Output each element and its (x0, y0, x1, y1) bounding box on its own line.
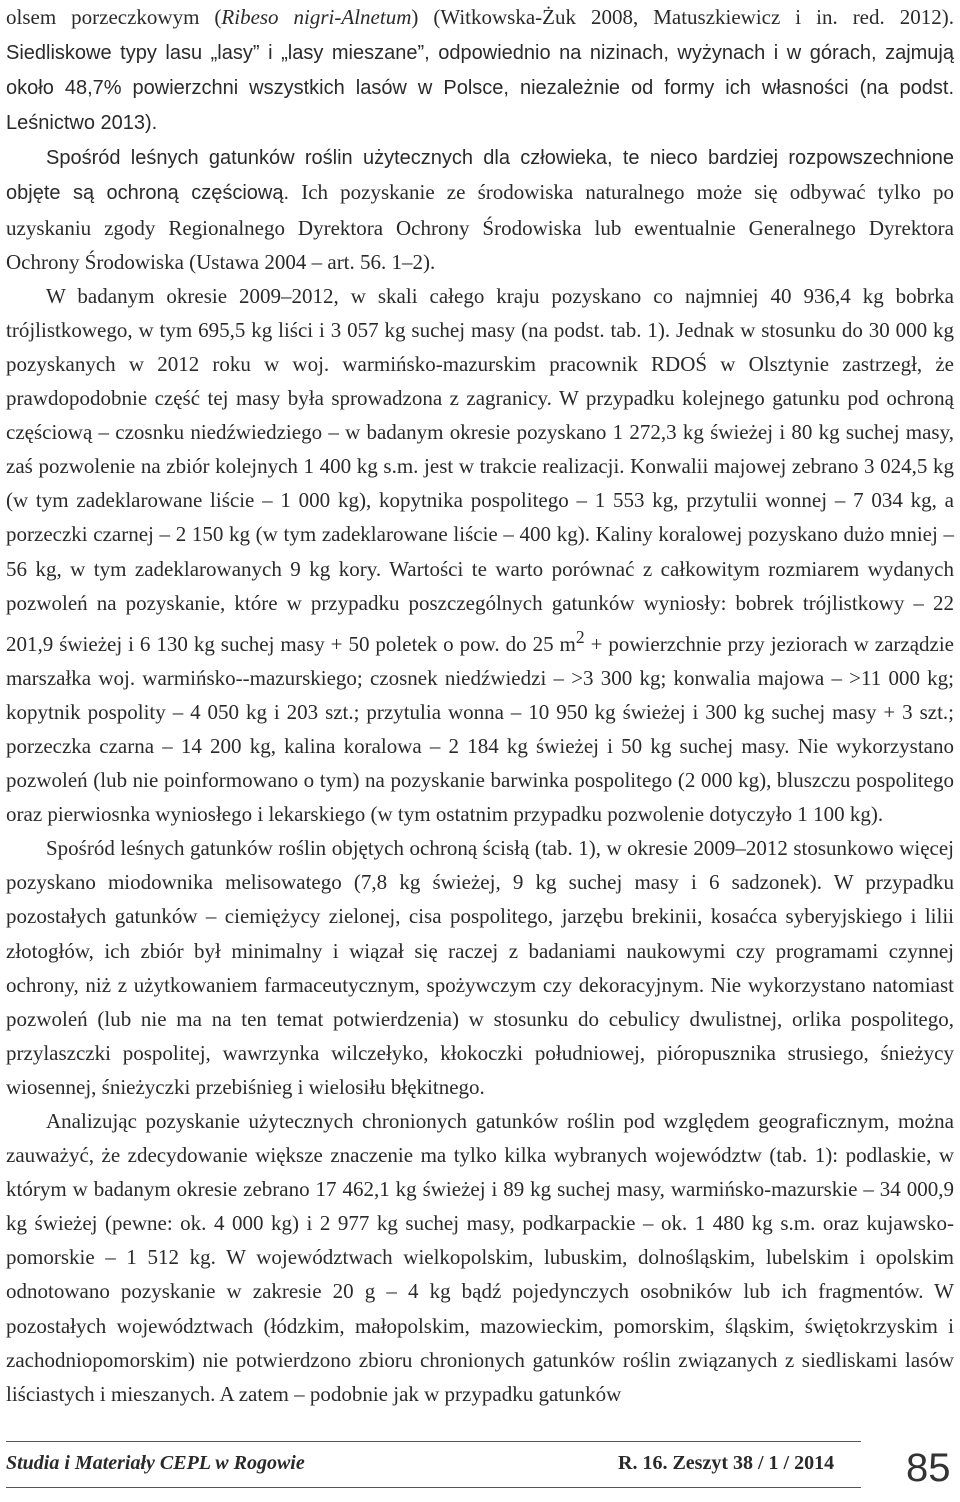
paragraph-2 (6, 140, 954, 278)
text-run: W badanym okresie 2009–2012, w skali całego kraju pozyskano co najmniej 40 936,4 kg bobrka trójlistkowego, w tym 695,5 kg liści i 3 057 kg suchej masy (na podst. tab. 1). Jednak w stosunku do 30 000 kg pozyskanych w 2012 roku w woj. warmińsko-mazurskim pracownik RDOŚ w Olsztynie zastrzegł, że prawdopodobnie część tej masy była sprowadzona z zagranicy. W przypadku kolejnego gatunku pod ochroną częściową – czosnku niedźwiedziego – w badanym okresie pozyskano 1 272,3 kg świeżej i 80 kg suchej masy, zaś pozwolenie na zbiór kolejnych 1 400 kg s.m. jest w trakcie realizacji. Konwalii majowej zebrano 3 024,5 kg (w tym zadeklarowane liście – 1 000 kg), kopytnika pospolitego – 1 553 kg, przytulii wonnej – 7 034 kg, a porzeczki czarnej – 2 150 kg (w tym zadeklarowane liście – 400 kg). Kaliny koralowej pozyskano dużo mniej – 56 kg, w tym zadeklarowanych 9 kg kory. Wartości te warto porównać z całkowitym rozmiarem wydanych pozwoleń na pozyskanie, które w przypadku poszczególnych gatunków wyniosły: bobrek trójlistkowy – 22 201,9 świeżej i 6 130 kg suchej masy + 50 poletek o pow. do 25 m (6, 283, 954, 656)
paragraph-3 (6, 279, 954, 832)
text-run: + powierzchnie przy jeziorach w zarządzie marszałka woj. warmińsko--mazurskiego; czosnek niedźwiedzi – >3 300 kg; konwalia majowa – >11 000 kg; kopytnik pospolity – 4 050 kg i 203 szt.; przytulia wonna – 10 950 kg świeżej i 300 kg suchej masy + 3 szt.; porzeczka czarna – 14 200 kg, kalina koralowa – 2 184 kg świeżej i 50 kg suchej masy. Nie wykorzystano pozwoleń (lub nie poinformowano o tym) na pozyskanie barwinka pospolitego (2 000 kg), bluszczu pospolitego oraz pierwiosnka wyniosłego i lekarskiego (w tym ostatnim przypadku pozwolenie dotyczyło 1 100 kg). (6, 631, 954, 827)
journal-title: Studia i Materiały CEPL w Rogowie (6, 1452, 305, 1474)
article-body (6, 0, 954, 1411)
paragraph-4: Spośród leśnych gatunków roślin objętych ochroną ścisłą (tab. 1), w okresie 2009–2012 stosunkowo więcej pozyskano miodownika melisowatego (7,8 kg świeżej, 9 kg suchej masy i 6 sadzonek). W przypadku pozostałych gatunków – ciemiężycy zielonej, cisa pospolitego, jarzębu brekinii, kosaćca syberyjskiego i lilii złotogłów, ich zbiór był minimalny i wiązał się raczej z badaniami naukowymi czy programami czynnej ochrony, niż z użytkowaniem farmaceutycznym, spożywczym czy dekoracyjnym. Nie wykorzystano natomiast pozwoleń (lub nie ma na ten temat potwierdzenia) w stosunku do cebulicy dwulistnej, orlika pospolitego, przylaszczki pospolitej, wawrzynka wilczełyko, kłokoczki południowej, pióropusznika strusiego, śnieżycy wiosennej, śnieżyczki przebiśnieg i wielosiłu błękitnego. (6, 836, 954, 1099)
text-run-sans: Siedliskowe typy lasu „lasy” i „lasy mieszane”, odpowiednio na nizinach, wyżynach i w górach, zajmują około 48,7% powierzchni wszystkich lasów w Polsce, niezależnie od formy ich własności (na podst. Leśnictwo 2013). (6, 42, 954, 135)
footer-rule-top (6, 1441, 861, 1442)
footer-rule-bottom (6, 1487, 861, 1488)
paragraph-1 (6, 0, 954, 140)
text-run-sans: Spośród leśnych gatunków roślin użytecznych dla człowieka, te nieco bardziej rozpowszechnione objęte są ochroną częściową. (6, 147, 954, 205)
superscript: 2 (575, 626, 585, 647)
species-name-italic: Ribeso nigri-Alnetum (221, 5, 412, 29)
text-run: olsem porzeczkowym ( (6, 5, 222, 29)
page-number: 85 (906, 1446, 951, 1490)
text-run: ) (Witkowska-Żuk 2008, Matuszkiewicz i in. red. 2012). (411, 5, 954, 29)
paragraph-5: Analizując pozyskanie użytecznych chronionych gatunków roślin pod względem geograficznym, można zauważyć, że zdecydowanie większe znaczenie ma tylko kilka wybranych województw (tab. 1): podlaskie, w którym w badanym okresie zebrano 17 462,1 kg świeżej i 89 kg suchej masy, warmińsko-mazurskie – 34 000,9 kg świeżej (pewne: ok. 4 000 kg) i 2 977 kg suchej masy, podkarpackie – ok. 1 480 kg s.m. oraz kujawsko-pomorskie – 1 512 kg. W województwach wielkopolskim, lubuskim, dolnośląskim, lubelskim i opolskim odnotowano pozyskanie w zakresie 20 g – 4 kg bądź pojedynczych osobników lub ich fragmentów. W pozostałych województwach (łódzkim, małopolskim, mazowieckim, pomorskim, śląskim, świętokrzyskim i zachodniopomorskim) nie potwierdzono zbioru chronionych gatunków roślin związanych z siedliskami lasów liściastych i mieszanych. A zatem – podobnie jak w przypadku gatunków (6, 1109, 954, 1406)
volume-info: R. 16. Zeszyt 38 / 1 / 2014 (618, 1452, 835, 1474)
text-run: Ich pozyskanie ze środowiska naturalnego może się odbywać tylko po uzyskaniu zgody Regionalnego Dyrektora Ochrony Środowiska lub ewentualnie Generalnego Dyrektora Ochrony Środowiska (Ustawa 2004 – art. 56. 1–2). (6, 180, 954, 274)
